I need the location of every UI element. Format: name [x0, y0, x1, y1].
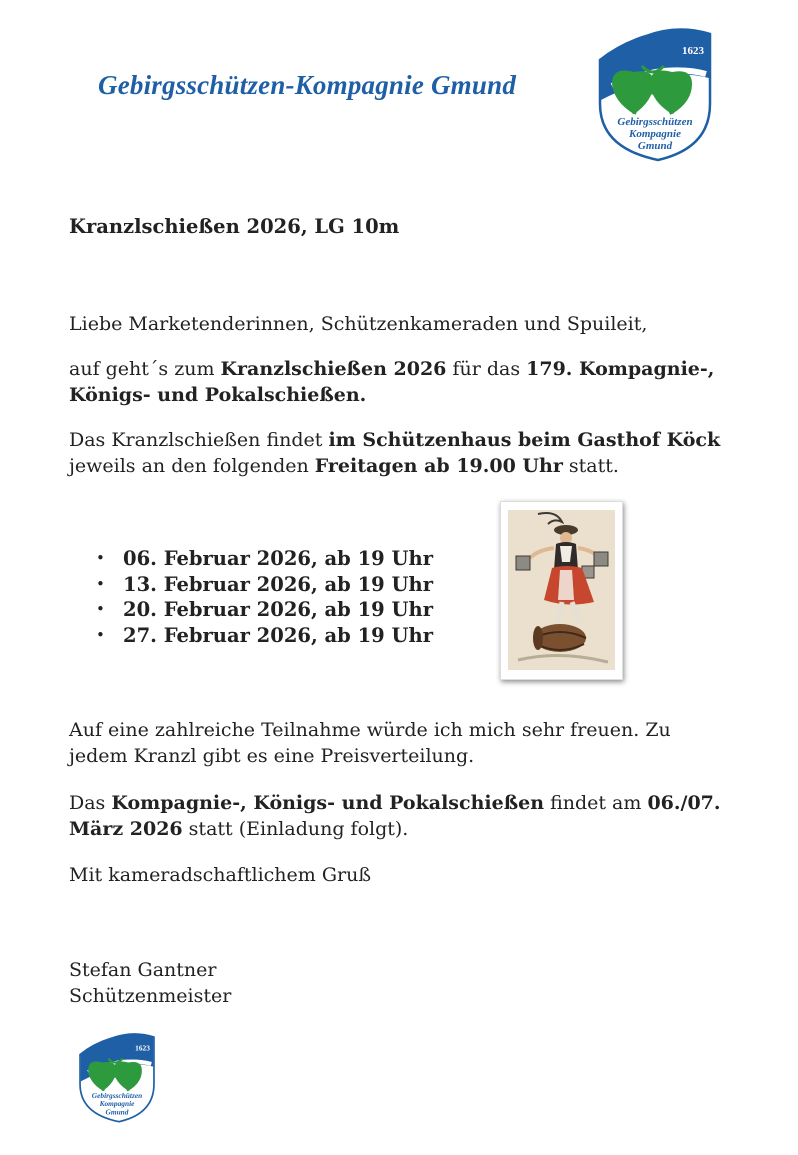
- letter-greeting: Liebe Marketenderinnen, Schützenkameraden und Spuileit,: [69, 313, 648, 335]
- paragraph-4-line-1: Das Kompagnie-, Königs- und Pokalschießen findet am 06./07.: [69, 792, 721, 814]
- svg-text:Kompagnie: Kompagnie: [99, 1099, 135, 1109]
- letter-subject: Kranzlschießen 2026, LG 10m: [69, 215, 400, 238]
- paragraph-3-line-1: Auf eine zahlreiche Teilnahme würde ich mich sehr freuen. Zu: [69, 719, 671, 741]
- svg-text:1623: 1623: [135, 1043, 150, 1053]
- company-crest-icon: [76, 1026, 158, 1126]
- date-item: • 13. Februar 2026, ab 19 Uhr: [96, 572, 433, 596]
- paragraph-2-line-2: jeweils an den folgenden Freitagen ab 19.00 Uhr statt.: [69, 455, 619, 477]
- date-list: [90, 546, 433, 648]
- svg-text:Kompagnie: Kompagnie: [629, 128, 681, 140]
- date-item: • 27. Februar 2026, ab 19 Uhr: [96, 623, 433, 647]
- marketenderin-painting-icon: [508, 510, 615, 670]
- marketenderin-photo: [500, 501, 623, 680]
- paragraph-3-line-2: jedem Kranzl gibt es eine Preisverteilung.: [69, 745, 475, 767]
- company-title: Gebirgsschützen-Kompagnie Gmund: [98, 70, 517, 100]
- svg-text:Gmund: Gmund: [637, 140, 673, 152]
- letter-closing: Mit kameradschaftlichem Gruß: [69, 864, 372, 886]
- signer-title: Schützenmeister: [69, 985, 232, 1007]
- signer-name: Stefan Gantner: [69, 959, 217, 981]
- date-item: • 06. Februar 2026, ab 19 Uhr: [96, 547, 433, 570]
- svg-text:Gebirgsschützen: Gebirgsschützen: [91, 1091, 143, 1101]
- company-crest-icon: [594, 22, 716, 162]
- date-item: • 20. Februar 2026, ab 19 Uhr: [96, 598, 433, 621]
- paragraph-1-line-2: Königs- und Pokalschießen.: [69, 384, 367, 406]
- paragraph-4-line-2: März 2026 statt (Einladung folgt).: [69, 818, 409, 840]
- paragraph-1-line-1: auf geht´s zum Kranzlschießen 2026 für das 179. Kompagnie-,: [69, 358, 715, 380]
- paragraph-2-line-1: Das Kranzlschießen findet im Schützenhaus beim Gasthof Köck: [69, 429, 721, 451]
- svg-text:Gebirgsschützen: Gebirgsschützen: [617, 116, 693, 128]
- svg-text:1623: 1623: [682, 45, 704, 57]
- svg-text:Gmund: Gmund: [105, 1107, 129, 1117]
